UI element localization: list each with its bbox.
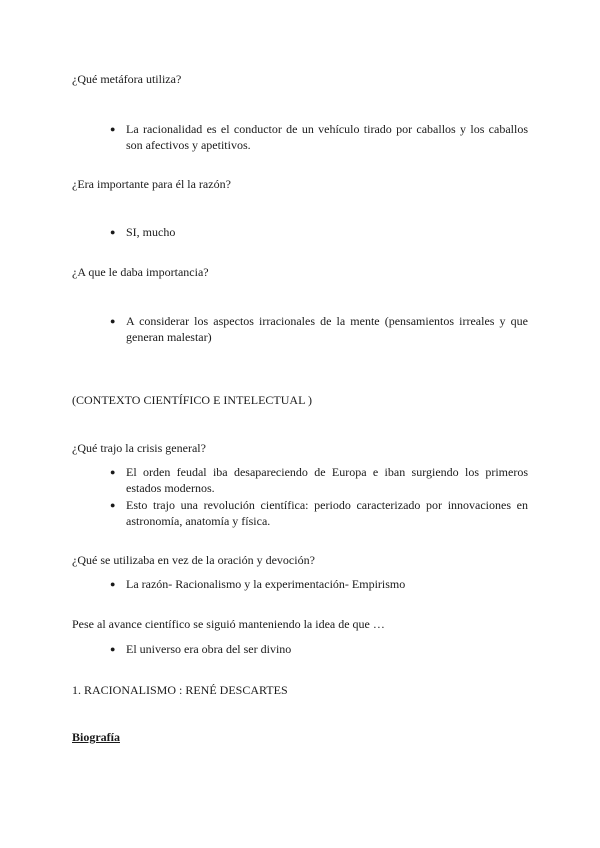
bullet-dot: ● (110, 227, 116, 237)
bullet-dot: ● (110, 579, 116, 589)
section-racionalismo: 1. RACIONALISMO : RENÉ DESCARTES (72, 683, 288, 697)
question-metafora: ¿Qué metáfora utiliza? (72, 72, 182, 86)
answer-metafora: La racionalidad es el conductor de un vehículo tirado por caballos y los caballos son afectivos y apetitivos. (126, 122, 528, 152)
heading-biografia: Biografía (72, 730, 120, 744)
bullet-dot: ● (110, 644, 116, 654)
bullet-dot: ● (110, 500, 116, 510)
question-importancia: ¿A que le daba importancia? (72, 265, 209, 279)
answer-oracion: La razón- Racionalismo y la experimentación- Empirismo (126, 577, 406, 591)
answer-crisis-1: El orden feudal iba desapareciendo de Europa e iban surgiendo los primeros estados modernos. (126, 465, 528, 495)
section-contexto: (CONTEXTO CIENTÍFICO E INTELECTUAL ) (72, 393, 312, 407)
question-razon: ¿Era importante para él la razón? (72, 177, 231, 191)
answer-razon: SI, mucho (126, 225, 176, 239)
answer-crisis-2: Esto trajo una revolución científica: periodo caracterizado por innovaciones en astronomía, anatomía y física. (126, 498, 528, 528)
question-oracion: ¿Qué se utilizaba en vez de la oración y devoción? (72, 553, 315, 567)
bullet-dot: ● (110, 124, 116, 134)
bullet-dot: ● (110, 316, 116, 326)
answer-importancia: A considerar los aspectos irracionales de la mente (pensamientos irreales y que generan malestar) (126, 314, 528, 344)
question-crisis: ¿Qué trajo la crisis general? (72, 441, 206, 455)
statement-avance: Pese al avance científico se siguió manteniendo la idea de que … (72, 617, 385, 631)
answer-avance: El universo era obra del ser divino (126, 642, 292, 656)
bullet-dot: ● (110, 467, 116, 477)
